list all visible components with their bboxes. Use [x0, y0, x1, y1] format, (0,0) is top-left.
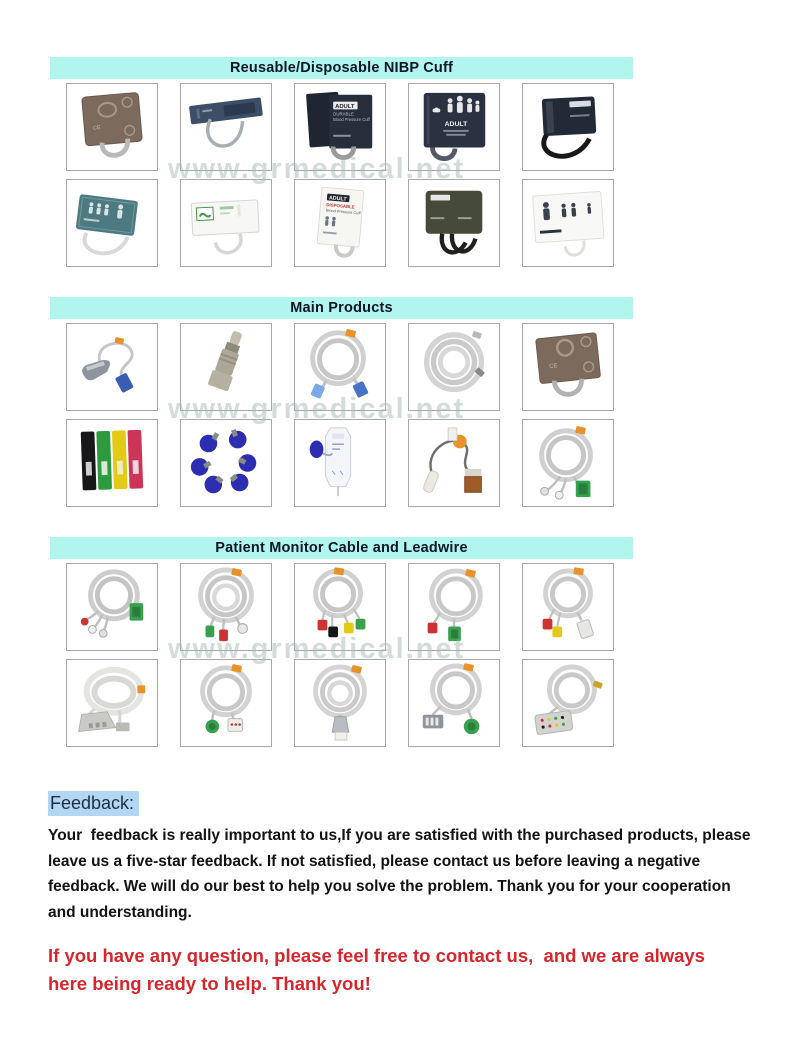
section-title: Main Products — [290, 300, 393, 316]
product-photo-adult-durable-cuff — [294, 83, 386, 171]
svg-text:ADULT: ADULT — [335, 103, 355, 110]
product-photo-white-disposable-cuff — [294, 179, 386, 267]
product-photo-adapter-cable-brown — [408, 419, 500, 507]
product-photo-ecg-snap-cable — [66, 563, 158, 651]
section-banner-cables — [50, 537, 633, 559]
product-photo-flat-cable-trapezoid — [66, 659, 158, 747]
product-photo-cuff-black-tube — [522, 83, 614, 171]
product-grid-main-products — [66, 323, 614, 507]
watermark-text: www.grmedical.net — [168, 153, 466, 185]
product-description-page — [0, 57, 793, 1063]
feedback-section — [48, 791, 755, 925]
product-photo-ibp-transducer — [294, 419, 386, 507]
product-photo-3lead-clip-cable — [522, 563, 614, 651]
svg-text:Blood Pressure Cuff: Blood Pressure Cuff — [333, 117, 370, 123]
product-photo-adult-family-cuff — [408, 83, 500, 171]
product-photo-flat-cuff — [180, 83, 272, 171]
svg-text:ADULT: ADULT — [444, 121, 468, 129]
product-photo-ecg-clips — [66, 419, 158, 507]
product-photo-ecg-trunk-cable — [522, 419, 614, 507]
product-photo-spo2-sensor — [66, 323, 158, 411]
product-grid-cables — [66, 563, 614, 747]
product-photo-olive-two-tube-cuff — [408, 179, 500, 267]
product-photo-colored-clip-leads — [294, 563, 386, 651]
watermark-text: www.grmedical.net — [168, 633, 466, 665]
product-photo-trunk-cable-block — [522, 659, 614, 747]
product-photo-white-green-cuff — [180, 179, 272, 267]
product-photo-metal-connector — [180, 323, 272, 411]
watermark-text: www.grmedical.net — [168, 393, 466, 425]
svg-text:Blood Pressure Cuff: Blood Pressure Cuff — [325, 207, 361, 216]
product-photo-pin-connector-cable — [408, 659, 500, 747]
feedback-body: Your feedback is really important to us,If you are satisfied with the purchased products, please leave us a five-star feedback. If not satisfied, please contact us before leaving a negative feedback. We will do our best to help you solve the problem. Thank you for your cooperation and understanding. — [48, 827, 755, 921]
product-photo-coiled-cable — [408, 323, 500, 411]
product-photo-green-round-connector-cable — [180, 659, 272, 747]
svg-text:DURABLE: DURABLE — [333, 111, 354, 117]
svg-text:DISPOSABLE: DISPOSABLE — [326, 202, 355, 210]
product-photo-brown-cuff-2 — [522, 323, 614, 411]
product-grid-nibp-cuff — [66, 83, 614, 267]
product-photo-5lead-clip-cable — [180, 563, 272, 651]
product-photo-suction-electrodes — [180, 419, 272, 507]
product-photo-spo2-extension-cable — [294, 323, 386, 411]
feedback-heading: Feedback: — [48, 791, 139, 816]
section-title: Patient Monitor Cable and Leadwire — [215, 540, 468, 556]
product-photo-brown-cuff — [66, 83, 158, 171]
product-photo-white-persons-cuff — [522, 179, 614, 267]
svg-text:ADULT: ADULT — [328, 195, 347, 203]
contact-note: If you have any question, please feel free to contact us, and we are always here being ready to help. Thank you! — [48, 945, 711, 994]
product-photo-tapered-connector-cable — [294, 659, 386, 747]
svg-text:CE: CE — [549, 363, 558, 371]
section-title: Reusable/Disposable NIBP Cuff — [229, 60, 454, 76]
section-banner-nibp-cuff — [50, 57, 633, 79]
product-photo-3lead-green-cable — [408, 563, 500, 651]
svg-text:CE: CE — [92, 125, 101, 132]
product-photo-teal-cuff — [66, 179, 158, 267]
section-banner-main-products — [50, 297, 633, 319]
